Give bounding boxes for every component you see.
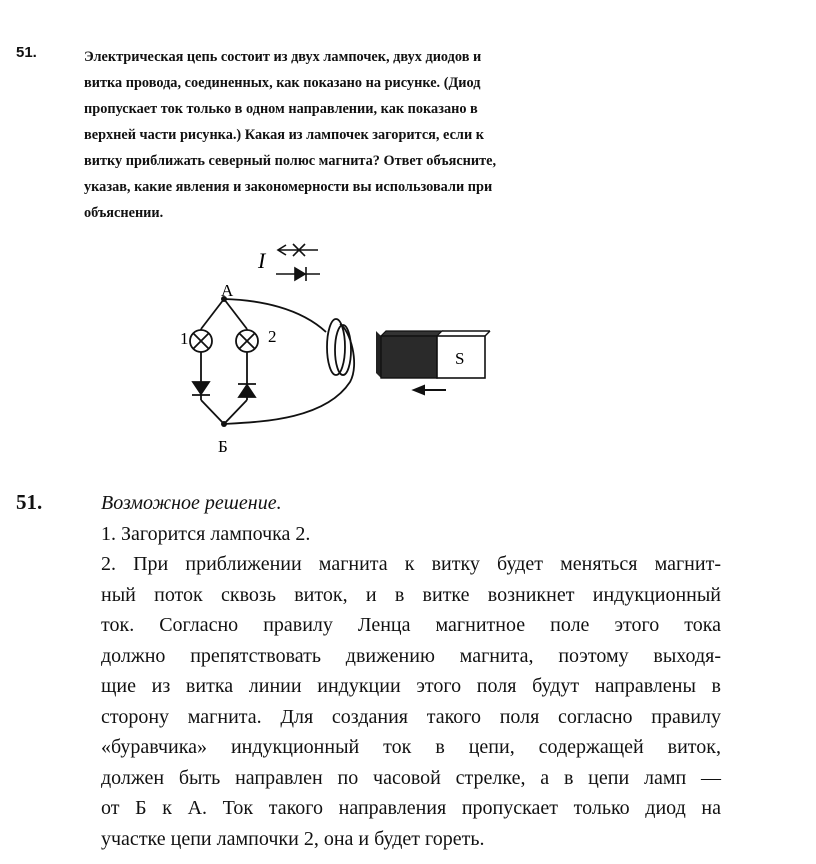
solution-line: сторону магнита. Для создания такого поля согласно правилу xyxy=(101,705,721,728)
magnet-north-pole xyxy=(381,336,437,378)
solution-line: ток. Согласно правилу Ленца магнитное поле этого тока xyxy=(101,614,721,636)
node-b-label: Б xyxy=(218,437,228,456)
solution-line: должен быть направлен по часовой стрелке, а в цепи ламп — xyxy=(101,766,721,789)
magnet-motion-arrow-icon xyxy=(414,386,446,394)
node-b-dot xyxy=(221,421,227,427)
magnet xyxy=(376,331,490,378)
solution-line: «буравчика» индукционный ток в цепи, содержащей виток, xyxy=(101,736,721,758)
problem-line: витку приближать северный полюс магнита? Ответ объясните, xyxy=(84,153,497,169)
problem-line: пропускает ток только в одном направлении, как показано в xyxy=(84,101,478,117)
lamp-1-icon xyxy=(190,330,212,352)
solution-line: должно препятствовать движению магнита, поэтому выходя- xyxy=(101,644,721,667)
magnet-pole-label: S xyxy=(455,349,465,368)
solution-heading: Возможное решение. xyxy=(101,492,282,514)
solution-line: участке цепи лампочки 2, она и будет гореть. xyxy=(101,827,485,850)
diode-legend xyxy=(276,244,320,281)
problem-line: витка провода, соединенных, как показано на рисунке. (Диод xyxy=(84,75,481,91)
solution-line: щие из витка линии индукции этого поля будут направлены в xyxy=(101,675,721,697)
problem-line: объяснении. xyxy=(84,205,164,221)
solution-number: 51. xyxy=(16,490,43,514)
solution-line: ный поток сквозь виток, и в витке возникнет индукционный xyxy=(101,583,721,606)
solution-line: 1. Загорится лампочка 2. xyxy=(101,522,311,545)
problem-line: указав, какие явления и закономерности вы использовали при xyxy=(84,179,493,195)
lamp-1-label: 1 xyxy=(180,329,189,348)
problem-number: 51. xyxy=(16,44,37,61)
diode-1-icon xyxy=(192,382,210,400)
node-a-label: А xyxy=(221,281,234,300)
problem-line: Электрическая цепь состоит из двух лампочек, двух диодов и xyxy=(84,49,482,65)
diode-2-icon xyxy=(238,382,256,400)
circuit-wires xyxy=(201,299,354,424)
lamp-2-icon xyxy=(236,330,258,352)
solution-line: 2. При приближении магнита к витку будет меняться магнит- xyxy=(101,553,721,575)
circuit-figure xyxy=(150,232,510,462)
solution-line: от Б к А. Ток такого направления пропускает только диод на xyxy=(101,797,721,819)
problem-statement xyxy=(84,44,604,226)
problem-line: верхней части рисунка.) Какая из лампочек загорится, если к xyxy=(84,127,484,143)
current-label: I xyxy=(258,248,266,273)
lamp-2-label: 2 xyxy=(268,327,277,346)
solution-block xyxy=(101,488,721,854)
